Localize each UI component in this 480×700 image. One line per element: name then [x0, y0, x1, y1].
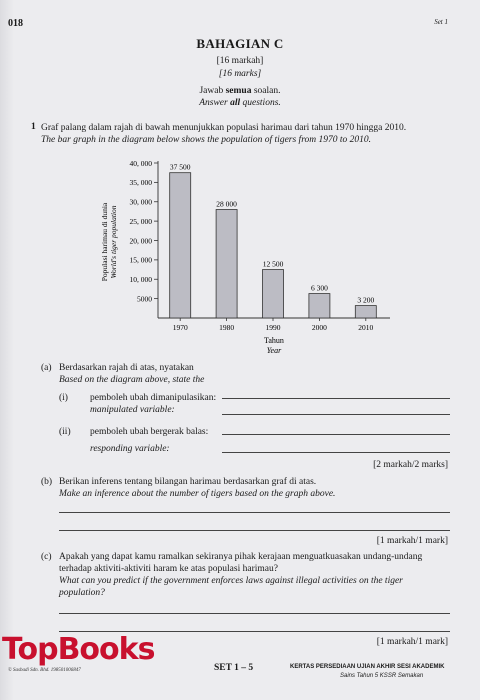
part-a-i-label: (i)	[59, 393, 68, 403]
part-a-label: (a)	[41, 363, 52, 373]
y-tick-label: 25, 000	[129, 216, 152, 226]
bar	[263, 270, 284, 318]
x-tick-label: 1990	[265, 323, 281, 332]
question-text-en: The bar graph in the diagram below shows the population of tigers from 1970 to 2010.	[41, 135, 372, 145]
y-tick-label: 20, 000	[129, 236, 152, 246]
part-c-text-en	[59, 575, 459, 599]
y-tick-label: 35, 000	[129, 178, 152, 188]
part-a-i-en: manipulated variable:	[90, 405, 175, 415]
y-axis-label-ms: Populasi harimau di dunia	[100, 202, 109, 282]
part-c-text-ms	[59, 551, 459, 575]
x-axis-label-en: Year	[266, 346, 282, 355]
x-tick-label: 1970	[172, 323, 188, 332]
bar	[216, 210, 237, 319]
y-axis-label-en: World's tiger population	[109, 205, 118, 279]
set-label: Set 1	[434, 18, 448, 26]
x-tick-label: 1980	[219, 323, 235, 332]
y-tick-label: 40, 000	[129, 158, 152, 168]
answer-line-a-i-1[interactable]	[222, 398, 450, 399]
x-tick-label: 2010	[358, 323, 374, 332]
answer-line-a-i-2[interactable]	[222, 414, 450, 415]
part-b-text-en: Make an inference about the number of tigers based on the graph above.	[59, 489, 336, 499]
answer-line-a-ii-1[interactable]	[222, 434, 450, 435]
bar-value-label: 3 200	[357, 295, 375, 305]
answer-line-b-2[interactable]	[59, 530, 450, 531]
bar	[309, 294, 330, 318]
bar-value-label: 12 500	[262, 259, 284, 269]
section-marks-en: [16 marks]	[218, 69, 262, 79]
page-number: 018	[8, 18, 23, 29]
bar	[355, 306, 376, 318]
x-tick-label: 2000	[311, 323, 327, 332]
section-marks-ms: [16 markah]	[216, 56, 264, 66]
bar-value-label: 37 500	[169, 162, 191, 172]
part-b-label: (b)	[41, 477, 53, 487]
part-a-ii-ms: pemboleh ubah bergerak balas:	[90, 427, 209, 437]
bar-value-label: 6 300	[310, 283, 328, 293]
part-a-text-en: Based on the diagram above, state the	[59, 375, 205, 385]
bar	[170, 173, 191, 318]
answer-line-a-ii-2[interactable]	[222, 452, 450, 453]
part-c-text-en-2: population?	[59, 588, 105, 598]
footer-set-page: SET 1 – 5	[214, 663, 254, 673]
part-c-marks: [1 markah/1 mark]	[376, 637, 448, 647]
question-text-ms: Graf palang dalam rajah di bawah menunjukkan populasi harimau dari tahun 1970 hingga 2010.	[41, 123, 407, 133]
y-tick-label: 10, 000	[129, 275, 152, 285]
part-a-text-ms: Berdasarkan rajah di atas, nyatakan	[59, 363, 194, 373]
instruction-en: Answer all questions.	[199, 98, 281, 108]
y-tick-label: 30, 000	[129, 197, 152, 207]
part-c-text-en-1: What can you predict if the government enforces laws against illegal activities on the tiger	[59, 576, 403, 586]
topbooks-watermark: TopBooks	[2, 632, 155, 667]
question-number: 1	[31, 122, 36, 132]
section-title: BAHAGIAN C	[196, 36, 284, 51]
publisher-note: © Sasbadi Sdn. Bhd. 198501006847	[8, 668, 81, 673]
part-a-ii-en: responding variable:	[90, 444, 170, 454]
part-c-text-ms-1: Apakah yang dapat kamu ramalkan sekiranya pihak kerajaan menguatkuasakan undang-undang	[59, 552, 423, 562]
part-a-i-ms: pemboleh ubah dimanipulasikan:	[90, 393, 217, 403]
part-b-marks: [1 markah/1 mark]	[376, 536, 448, 546]
footer-subtitle: Sains Tahun 5 KSSR Semakan	[340, 673, 424, 679]
part-c-label: (c)	[41, 552, 52, 562]
y-tick-label: 15, 000	[129, 255, 152, 265]
answer-line-c-1[interactable]	[59, 613, 450, 614]
part-c-text-ms-2: terhadap aktiviti-aktiviti haram ke atas populasi harimau?	[59, 564, 278, 574]
part-a-ii-label: (ii)	[59, 427, 71, 437]
footer-title: KERTAS PERSEDIAAN UJIAN AKHIR SESI AKADEMIK	[290, 664, 445, 670]
instruction-ms: Jawab semua soalan.	[199, 86, 281, 96]
answer-line-b-1[interactable]	[59, 512, 450, 513]
part-a-marks: [2 markah/2 marks]	[373, 460, 448, 470]
part-b-text-ms: Berikan inferens tentang bilangan harimau berdasarkan graf di atas.	[59, 477, 317, 487]
bar-value-label: 28 000	[216, 199, 237, 209]
x-axis-label-ms: Tahun	[264, 336, 284, 345]
y-tick-label: 5000	[137, 294, 152, 304]
